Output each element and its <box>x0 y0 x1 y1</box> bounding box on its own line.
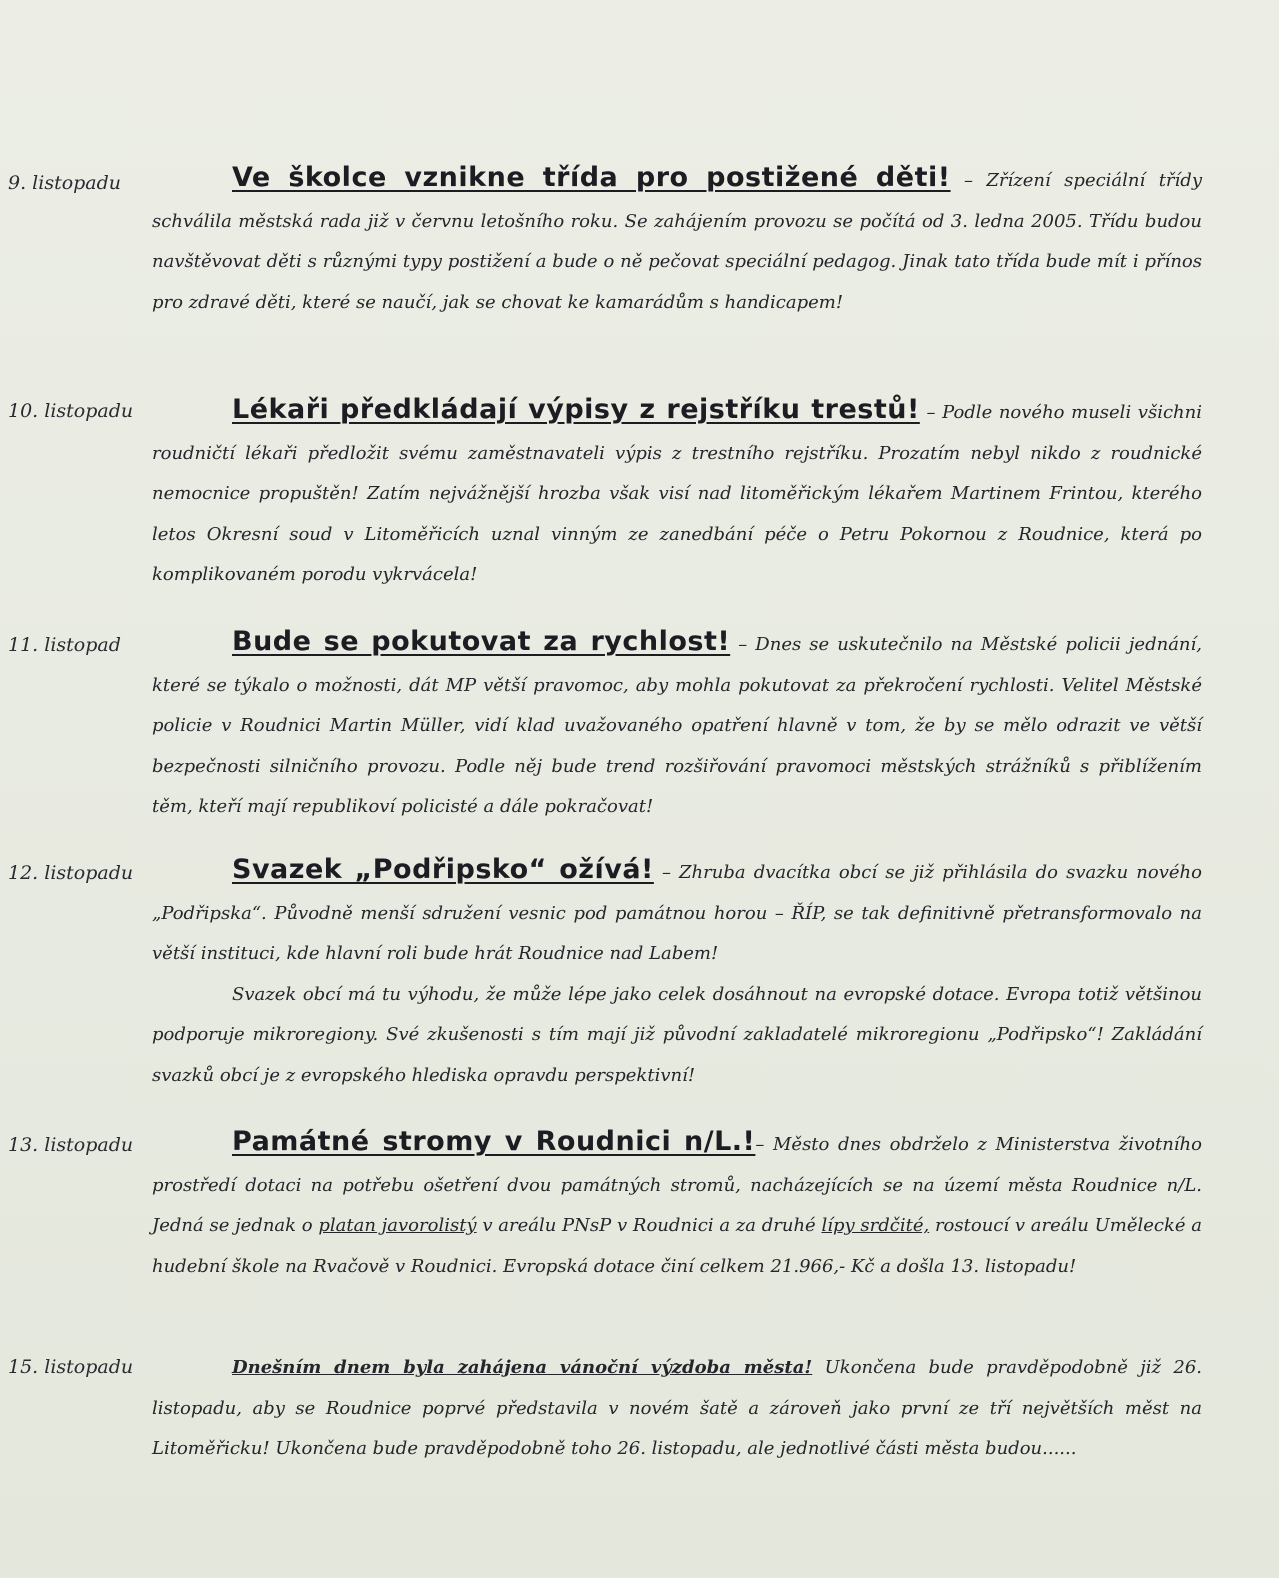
entry-body <box>152 390 1202 596</box>
entry-lead: Dnešním dnem byla zahájena vánoční výzdoba města! <box>232 1357 813 1378</box>
entry-body <box>152 850 1202 1096</box>
entry-date: 11. listopad <box>8 634 121 656</box>
entry-headline: Svazek „Podřipsko“ ožívá! <box>232 854 654 885</box>
entry-text: rostoucí v areálu Umělecké a hudební škole na Rvačově v Roudnici. Evropská dotace činí celkem 21.966,- Kč a došla 13. listopadu! <box>152 1215 1202 1277</box>
entry-text: – Podle nového museli všichni roudničtí lékaři předložit svému zaměstnavateli výpis z trestního rejstříku. Prozatím nebyl nikdo z roudnické nemocnice propuštěn! Zatím nejvážnější hrozba však visí nad litoměřickým lékařem Martinem Frintou, kterého letos Okresní soud v Litoměřicích uznal vinným ze zanedbání péče o Petru Pokornou z Roudnice, která po komplikovaném porodu vykrvácela! <box>152 402 1202 585</box>
entry-text: – Zřízení speciální třídy schválila městská rada již v červnu letošního roku. Se zahájením provozu se počítá od 3. ledna 2005. Třídu budou navštěvovat děti s různými typy postižení a bude o ně pečovat speciální pedagog. Jinak tato třída bude mít i přínos pro zdravé děti, které se naučí, jak se chovat ke kamarádům s handicapem! <box>152 170 1202 313</box>
entry-text: – Dnes se uskutečnilo na Městské policii jednání, které se týkalo o možnosti, dát MP větší pravomoc, aby mohla pokutovat za překročení rychlosti. Velitel Městské policie v Roudnici Martin Müller, vidí klad uvažovaného opatření hlavně v tom, že by se mělo odrazit ve větší bezpečnosti silničního provozu. Podle něj bude trend rozšiřování pravomoci městských strážníků s přiblížením těm, kteří mají republikoví policisté a dále pokračovat! <box>152 634 1202 817</box>
entry-date: 15. listopadu <box>8 1356 134 1378</box>
entry-date: 9. listopadu <box>8 172 122 194</box>
entry-headline: Památné stromy v Roudnici n/L.! <box>232 1126 756 1157</box>
entry-headline: Bude se pokutovat za rychlost! <box>232 626 731 657</box>
entry-date: 12. listopadu <box>8 862 134 884</box>
underlined-term: platan javorolistý <box>318 1215 477 1236</box>
entry-body <box>152 622 1202 828</box>
entry-body <box>152 1122 1202 1287</box>
entry-text-paragraph-2: Svazek obcí má tu výhodu, že může lépe jako celek dosáhnout na evropské dotace. Evropa totiž většinou podporuje mikroregiony. Své zkušenosti s tím mají již původní zakladatelé mikroregionu „Podřipsko“! Zakládání svazků obcí je z evropského hlediska opravdu perspektivní! <box>152 983 1202 1086</box>
entry-text: v areálu PNsP v Roudnici a za druhé <box>476 1215 822 1236</box>
entry-text: Ukončena bude pravděpodobně již 26. listopadu, aby se Roudnice poprvé představila v novém šatě a zároveň jako první ze tří největších měst na Litoměřicku! Ukončena bude pravděpodobně toho 26. listopadu, ale jednotlivé části města budou...... <box>152 1357 1202 1459</box>
entry-headline: Lékaři předkládají výpisy z rejstříku trestů! <box>232 394 920 425</box>
entry-headline: Ve školce vznikne třída pro postižené děti! <box>232 162 951 193</box>
entry-body <box>152 1348 1202 1470</box>
entry-date: 10. listopadu <box>8 400 134 422</box>
entry-body <box>152 158 1202 323</box>
underlined-term: lípy srdčité, <box>821 1215 930 1236</box>
entry-text: – Zhruba dvacítka obcí se již přihlásila do svazku nového „Podřipska“. Původně menší sdružení vesnic pod památnou horou – ŘÍP, se tak definitivně přetransformovalo na větší instituci, kde hlavní roli bude hrát Roudnice nad Labem! <box>152 862 1202 964</box>
entry-text: – Město dnes obdrželo z Ministerstva životního prostředí dotaci na potřebu ošetření dvou památných stromů, nacházejících se na území města Roudnice n/L. Jedná se jednak o <box>152 1134 1202 1236</box>
entry-date: 13. listopadu <box>8 1134 134 1156</box>
